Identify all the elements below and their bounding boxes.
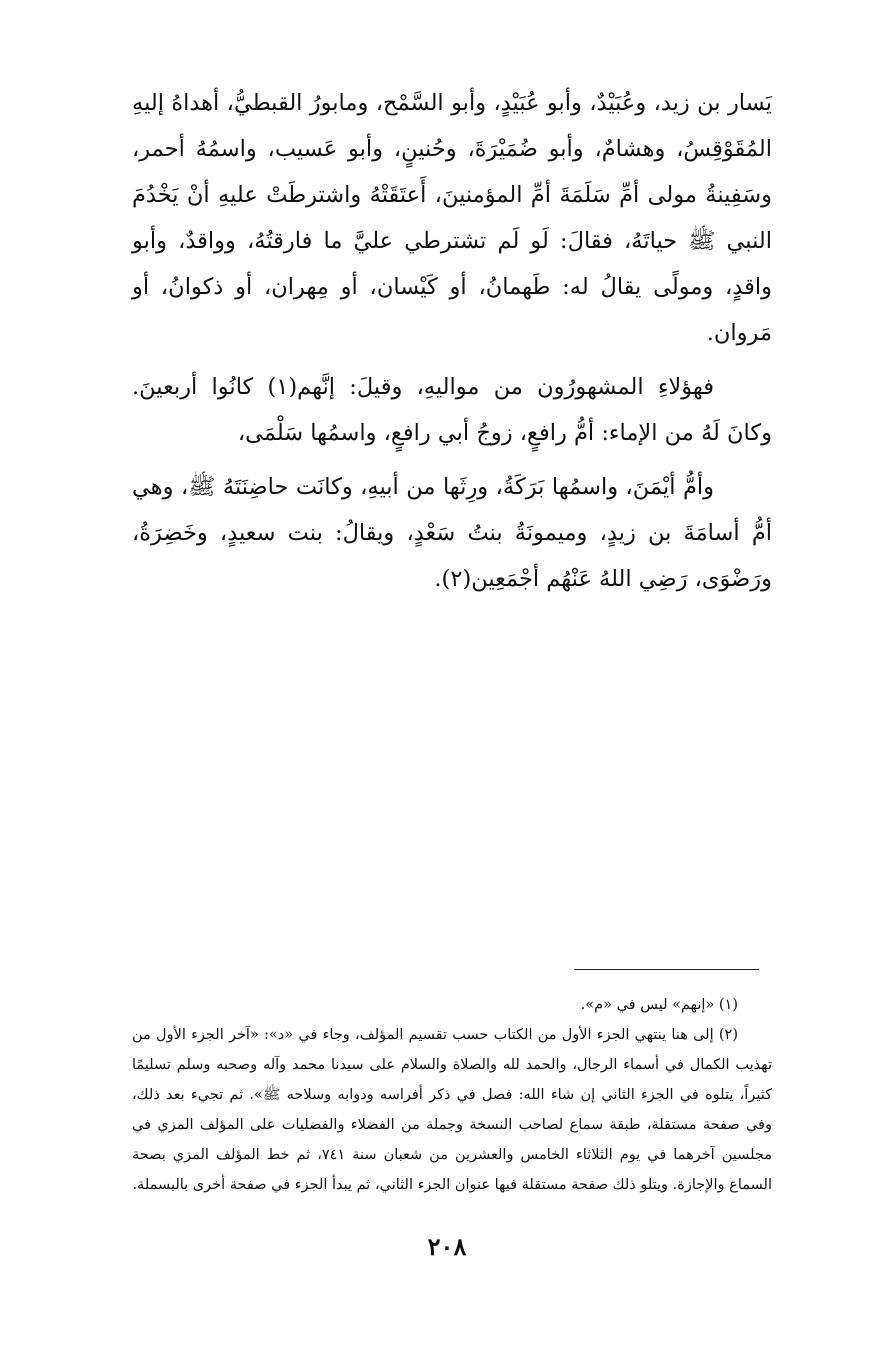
paragraph-1: يَسار بن زيد، وعُبَيْدٌ، وأبو عُبَيْدٍ، وأبو السَّمْح، ومابورُ القبطيُّ، أهداهُ إليهِ المُقَوْقِسُ، وهشامٌ، وأبو ضُمَيْرَةَ، وحُنينٍ، وأبو عَسيب، واسمُهُ أحمر، وسَفِينةُ مولى أمِّ سَلَمَةَ أمِّ المؤمنينَ، أَعتَقَتْهُ واشترطَتْ عليهِ أنْ يَخْدُمَ النبي ﷺ حياتَهُ، فقالَ: لَو لَم تشترطي عليَّ ما فارقتُهُ، وواقدٌ، وأبو واقدٍ، ومولًى يقالُ له: طَهمانُ، أو كَيْسان، أو مِهران، أو ذكوانُ، أو مَروان. — [132, 90, 772, 346]
page-number: ٢٠٨ — [427, 1232, 467, 1261]
main-text-block — [132, 80, 772, 602]
paragraph-3: وأمُّ أيْمَنَ، واسمُها بَرَكَةُ، ورِثَها من أبيهِ، وكانَت حاضِنَتَهُ ﷺ، وهي أمُّ أسامَةَ بن زيدٍ، وميمونَةُ بنتُ سَعْدٍ، ويقالُ: بنت سعيدٍ، وخَضِرَةُ، ورَضْوَى، رَضِي اللهُ عَنْهُم أجْمَعِين(٢). — [132, 474, 772, 592]
footnotes-block — [132, 990, 772, 1200]
footnote-2: (٢) إلى هنا ينتهي الجزء الأول من الكتاب حسب تقسيم المؤلف، وجاء في «د»: «آخر الجزء الأول من تهذيب الكمال في أسماء الرجال، والحمد لله والصلاة والسلام على سيدنا محمد وآله وصحبه وسلم تسليمًا كثيراً، يتلوه في الجزء الثاني إن شاء الله: فصل في ذكر أفراسه ودوابه وسلاحه ﷺ». ثم تجيء بعد ذلك، وفي صفحة مستقلة، طبقة سماع لصاحب النسخة وجملة من الفضلاء والفضليات على المؤلف المزي في مجلسين آخرهما في يوم الثلاثاء الخامس والعشرين من شعبان سنة ٧٤١، ثم خط المؤلف المزي بصحة السماع والإجازة. ويتلو ذلك صفحة مستقلة فيها عنوان الجزء الثاني، ثم يبدأ الجزء في صفحة أخرى بالبسملة. — [132, 1027, 773, 1193]
paragraph-2: فهؤلاءِ المشهورُون من مواليهِ، وقيلَ: إنَّهم(١) كانُوا أربعينَ. وكانَ لَهُ من الإماء: أمُّ رافعٍ، زوجُ أبي رافعٍ، واسمُها سَلْمَى، — [132, 374, 772, 446]
footnote-1: (١) «إنهم» ليس في «م». — [580, 997, 738, 1013]
footnote-separator — [574, 969, 759, 970]
